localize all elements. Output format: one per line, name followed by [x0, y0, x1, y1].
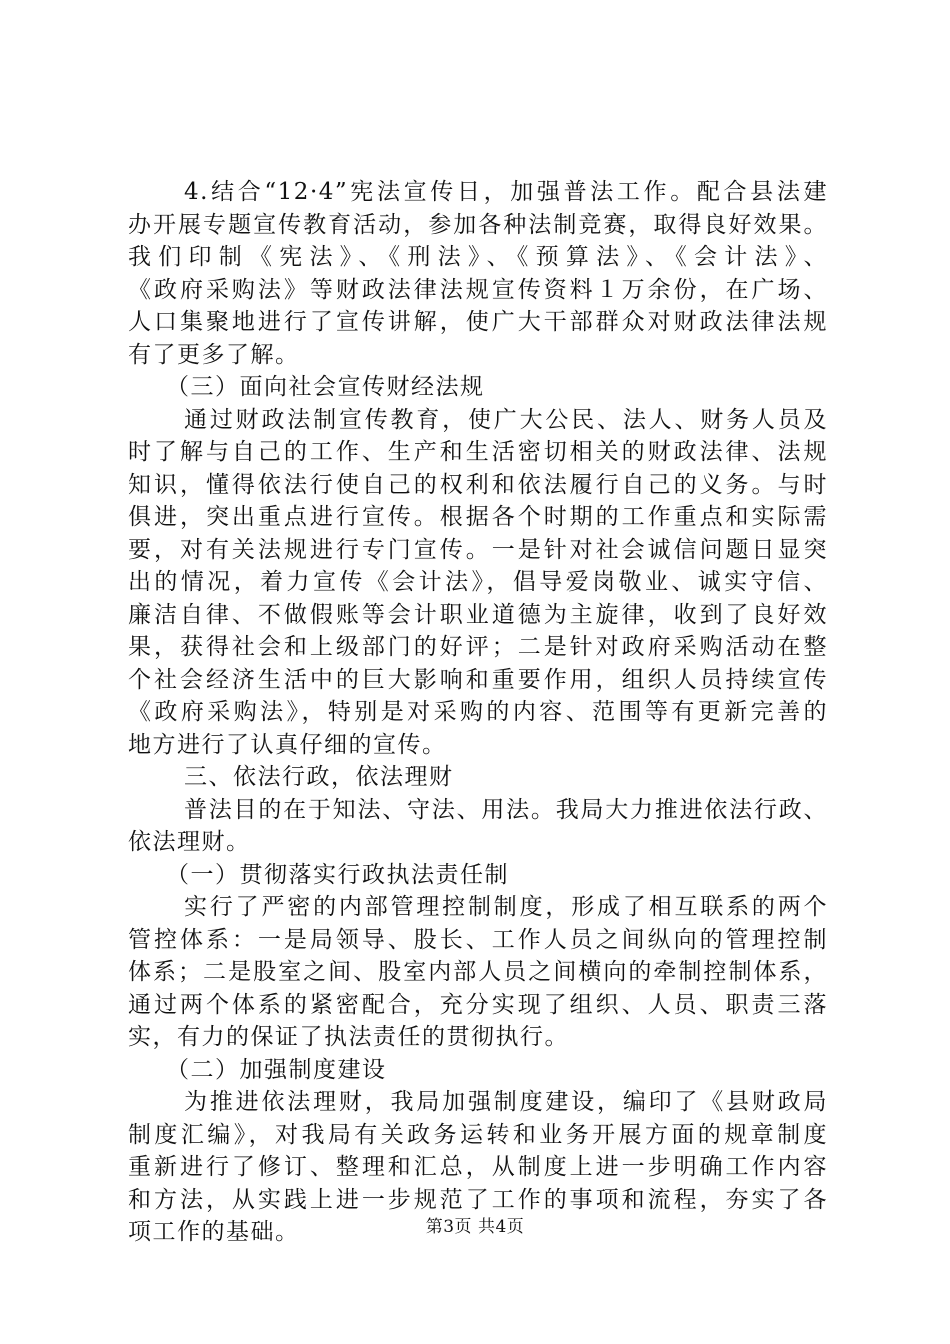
text-line: 体系；二是股室之间、股室内部人员之间横向的牵制控制体系，: [128, 959, 828, 985]
text-line: 普法目的在于知法、守法、用法。我局大力推进依法行政、: [184, 796, 828, 823]
document-body: [128, 176, 828, 1249]
text-line: 为推进依法理财，我局加强制度建设，编印了《县财政局: [184, 1089, 828, 1115]
text-line: 4.结合“12·4”宪法宣传日，加强普法工作。配合县法建: [184, 179, 828, 205]
text-line: 项工作的基础。: [128, 1219, 300, 1245]
text-line: 重新进行了修订、整理和汇总，从制度上进一步明确工作内容: [128, 1154, 828, 1180]
text-line: 三、依法行政，依法理财: [184, 764, 454, 790]
text-line: 管控体系：一是局领导、股长、工作人员之间纵向的管理控制: [128, 926, 828, 953]
text-line: 通过两个体系的紧密配合，充分实现了组织、人员、职责三落: [128, 991, 828, 1018]
text-line: 通过财政法制宣传教育，使广大公民、法人、财务人员及: [184, 406, 828, 433]
text-line: 出的情况，着力宣传《会计法》，倡导爱岗敬业、诚实守信、: [128, 569, 828, 595]
text-line: 我们印制《宪法》、《刑法》、《预算法》、《会计法》、: [128, 244, 828, 270]
text-line: （一）贯彻落实行政执法责任制: [166, 861, 509, 888]
text-line: 实，有力的保证了执法责任的贯彻执行。: [128, 1024, 569, 1050]
text-line: 依法理财。: [128, 829, 251, 855]
text-line: 有了更多了解。: [128, 341, 300, 368]
text-line: 《政府采购法》，特别是对采购的内容、范围等有更新完善的: [128, 699, 828, 725]
text-line: 知识，懂得依法行使自己的权利和依法履行自己的义务。与时: [128, 471, 828, 498]
text-line: 个社会经济生活中的巨大影响和重要作用，组织人员持续宣传: [128, 666, 828, 693]
text-line: 人口集聚地进行了宣传讲解，使广大干部群众对财政法律法规: [128, 309, 828, 335]
text-line: 地方进行了认真仔细的宣传。: [128, 731, 447, 758]
text-line: 办开展专题宣传教育活动，参加各种法制竞赛，取得良好效果。: [128, 211, 828, 238]
text-line: 实行了严密的内部管理控制制度，形成了相互联系的两个: [184, 894, 828, 920]
text-line: 廉洁自律、不做假账等会计职业道德为主旋律，收到了良好效: [128, 601, 828, 628]
text-line: 果，获得社会和上级部门的好评；二是针对政府采购活动在整: [128, 634, 828, 660]
text-line: 时了解与自己的工作、生产和生活密切相关的财政法律、法规: [128, 439, 828, 465]
text-line: 《政府采购法》等财政法律法规宣传资料１万余份，在广场、: [128, 276, 828, 303]
text-line: 要，对有关法规进行专门宣传。一是针对社会诚信问题日显突: [128, 536, 828, 563]
text-line: 制度汇编》，对我局有关政务运转和业务开展方面的规章制度: [128, 1121, 828, 1148]
text-line: （二）加强制度建设: [166, 1056, 387, 1083]
text-line: 和方法，从实践上进一步规范了工作的事项和流程，夯实了各: [128, 1186, 828, 1213]
text-line: （三）面向社会宣传财经法规: [166, 374, 485, 400]
text-line: 俱进，突出重点进行宣传。根据各个时期的工作重点和实际需: [128, 504, 828, 530]
page-footer: 第3页 共4页: [425, 1217, 525, 1237]
